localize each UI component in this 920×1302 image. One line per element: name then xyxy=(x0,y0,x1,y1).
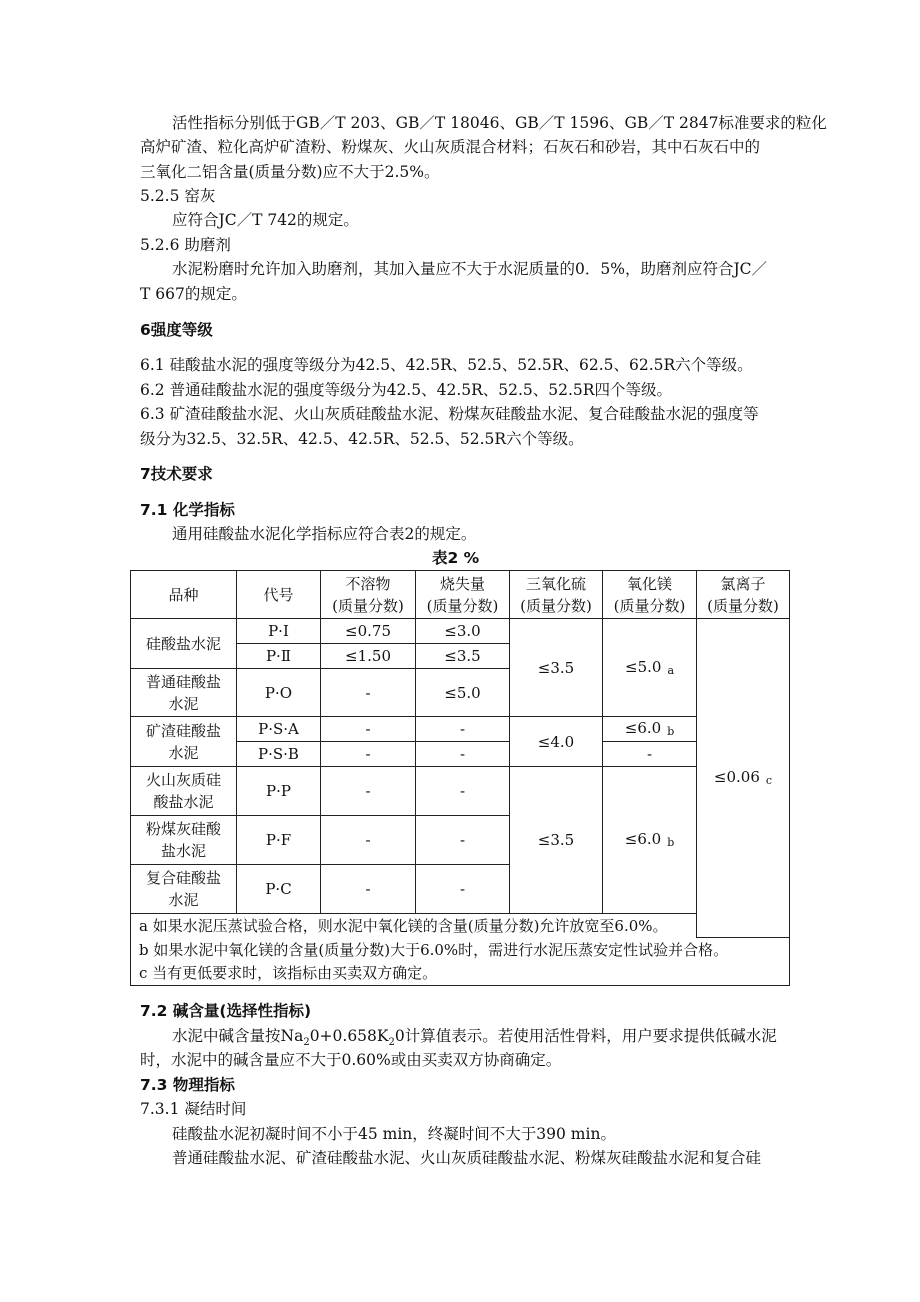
table-caption: 表2 % xyxy=(432,549,480,567)
cell-loss: ≤3.0 xyxy=(416,619,510,644)
cell-code: P·F xyxy=(237,816,321,865)
footnote-mark: b xyxy=(667,725,675,738)
chemical-index-table xyxy=(130,570,790,986)
header-so3: 三氧化硫 (质量分数) xyxy=(510,571,603,619)
section-heading-7-2: 7.2 碱含量(选择性指标) xyxy=(140,1002,312,1020)
cell-code: P·Ⅰ xyxy=(237,619,321,644)
clause-6-3-cont: 级分为32.5、32.5R、42.5、42.5R、52.5、52.5R六个等级。 xyxy=(140,430,584,448)
cell-insoluble: - xyxy=(321,816,416,865)
cell-variety-pc: 硅酸盐水泥 xyxy=(131,619,237,669)
cell-loss: - xyxy=(416,816,510,865)
cell-mgo-psb: - xyxy=(603,742,697,767)
section-heading-7-3-1: 7.3.1 凝结时间 xyxy=(140,1100,247,1118)
cell-code: P·P xyxy=(237,767,321,816)
paragraph-line: 活性指标分别低于GB／T 203、GB／T 18046、GB／T 1596、GB／T 2847标准要求的粒化 xyxy=(172,114,827,132)
cell-loss: - xyxy=(416,717,510,742)
cell-variety-pf: 粉煤灰硅酸 盐水泥 xyxy=(131,816,237,865)
footnote-mark: c xyxy=(765,774,773,787)
header-mgo: 氧化镁 (质量分数) xyxy=(603,571,697,619)
paragraph-line: 水泥中碱含量按$Na_20+0.658K_20$计算值表示。若使用活性骨料，用户要求提供低碱水泥 xyxy=(172,1027,777,1049)
paragraph-line: 普通硅酸盐水泥、矿渣硅酸盐水泥、火山灰质硅酸盐水泥、粉煤灰硅酸盐水泥和复合硅 xyxy=(172,1149,762,1167)
paragraph-line: 水泥粉磨时允许加入助磨剂，其加入量应不大于水泥质量的0．5%，助磨剂应符合JC／ xyxy=(172,260,768,278)
cell-loss: - xyxy=(416,742,510,767)
cell-loss: - xyxy=(416,767,510,816)
cell-loss: ≤5.0 xyxy=(416,669,510,717)
paragraph-line: 三氧化二铝含量(质量分数)应不大于2.5%。 xyxy=(140,163,440,181)
cell-loss: ≤3.5 xyxy=(416,644,510,669)
section-heading-7-3: 7.3 物理指标 xyxy=(140,1076,235,1094)
header-code: 代号 xyxy=(237,571,321,619)
paragraph-line: T 667的规定。 xyxy=(140,285,247,303)
paragraph-line: 应符合JC／T 742的规定。 xyxy=(172,211,359,229)
cell-so3-bottom: ≤3.5 xyxy=(510,767,603,914)
section-heading-7-1: 7.1 化学指标 xyxy=(140,501,235,519)
header-variety: 品种 xyxy=(131,571,237,619)
footnote-mark: a xyxy=(667,663,674,677)
header-chloride: 氯离子 (质量分数) xyxy=(697,571,790,619)
cell-code: P·S·B xyxy=(237,742,321,767)
section-heading-6: 6强度等级 xyxy=(140,321,213,339)
clause-6-1: 6.1 硅酸盐水泥的强度等级分为42.5、42.5R、52.5、52.5R、62.5、62.5R六个等级。 xyxy=(140,356,753,374)
cell-so3-top: ≤3.5 xyxy=(510,619,603,717)
clause-6-2: 6.2 普通硅酸盐水泥的强度等级分为42.5、42.5R、52.5、52.5R四个等级。 xyxy=(140,381,672,399)
cell-variety-po: 普通硅酸盐 水泥 xyxy=(131,669,237,717)
cell-chloride: ≤0.06 c xyxy=(697,619,790,938)
paragraph-line: 硅酸盐水泥初凝时间不小于45 min，终凝时间不大于390 min。 xyxy=(172,1125,616,1143)
header-insoluble: 不溶物 (质量分数) xyxy=(321,571,416,619)
cell-mgo-top: ≤5.0 a xyxy=(603,619,697,717)
section-heading-5-2-5: 5.2.5 窑灰 xyxy=(140,187,216,205)
section-heading-7: 7技术要求 xyxy=(140,465,213,483)
section-heading-5-2-6: 5.2.6 助磨剂 xyxy=(140,236,231,254)
cell-insoluble: - xyxy=(321,865,416,914)
cell-mgo-psa: ≤6.0 b xyxy=(603,717,697,742)
cell-code: P·C xyxy=(237,865,321,914)
cell-insoluble: ≤1.50 xyxy=(321,644,416,669)
cell-variety-pcc: 复合硅酸盐 水泥 xyxy=(131,865,237,914)
table-footnote-a: a 如果水泥压蒸试验合格，则水泥中氧化镁的含量(质量分数)允许放宽至6.0%。 xyxy=(131,914,790,938)
cell-insoluble: ≤0.75 xyxy=(321,619,416,644)
cell-loss: - xyxy=(416,865,510,914)
header-loss: 烧失量 (质量分数) xyxy=(416,571,510,619)
cell-code: P·S·A xyxy=(237,717,321,742)
cell-so3-slag: ≤4.0 xyxy=(510,717,603,767)
cell-mgo-bottom: ≤6.0 b xyxy=(603,767,697,914)
cell-insoluble: - xyxy=(321,767,416,816)
cell-code: P·Ⅱ xyxy=(237,644,321,669)
paragraph-line: 时，水泥中的碱含量应不大于0.60%或由买卖双方协商确定。 xyxy=(140,1051,562,1069)
footnote-mark: b xyxy=(667,836,675,849)
clause-6-3: 6.3 矿渣硅酸盐水泥、火山灰质硅酸盐水泥、粉煤灰硅酸盐水泥、复合硅酸盐水泥的强度等 xyxy=(140,405,759,423)
cell-code: P·O xyxy=(237,669,321,717)
cell-insoluble: - xyxy=(321,717,416,742)
paragraph-line: 高炉矿渣、粒化高炉矿渣粉、粉煤灰、火山灰质混合材料；石灰石和砂岩，其中石灰石中的 xyxy=(140,138,761,156)
cell-variety-ps: 矿渣硅酸盐 水泥 xyxy=(131,717,237,767)
cell-insoluble: - xyxy=(321,742,416,767)
table-footnote-c: c 当有更低要求时，该指标由买卖双方确定。 xyxy=(131,962,790,986)
paragraph-line: 通用硅酸盐水泥化学指标应符合表2的规定。 xyxy=(172,525,477,543)
cell-insoluble: - xyxy=(321,669,416,717)
cell-variety-pp: 火山灰质硅 酸盐水泥 xyxy=(131,767,237,816)
table-footnote-b: b 如果水泥中氧化镁的含量(质量分数)大于6.0%时，需进行水泥压蒸安定性试验并合格。 xyxy=(131,938,790,962)
